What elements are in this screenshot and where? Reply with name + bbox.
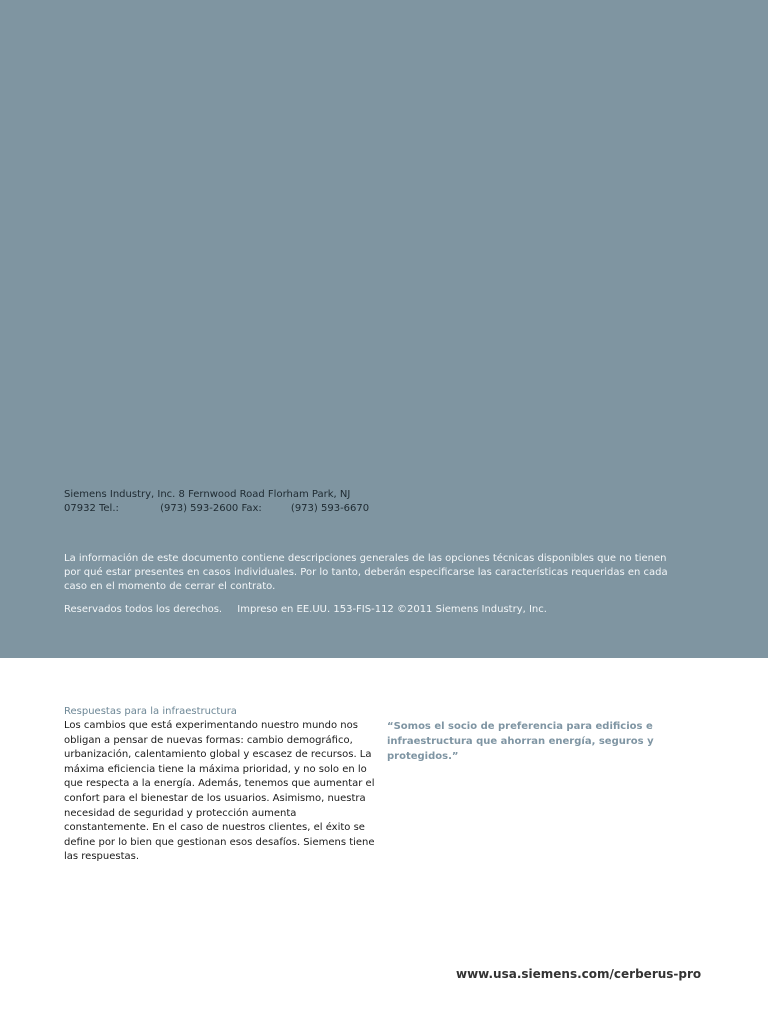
rights-reserved: Reservados todos los derechos. bbox=[64, 604, 223, 615]
fax-number: (973) 593-6670 bbox=[290, 503, 370, 514]
disclaimer-text: La información de este documento contiene descripciones generales de las opciones técnicas disponibles que no tienen por qué estar presentes en casos individuales. Por lo tanto, deberán especificarse las características requeridas en cada caso en el momento de cerrar el contrato. bbox=[64, 553, 668, 593]
zip-code: 07932 bbox=[64, 503, 96, 514]
website-url[interactable]: www.usa.siemens.com/cerberus-pro bbox=[456, 967, 702, 981]
address-line-2 bbox=[64, 502, 404, 516]
section-heading: Respuestas para la infraestructura bbox=[64, 706, 237, 717]
tel-number: (973) 593-2600 bbox=[160, 503, 239, 514]
section-body: Los cambios que está experimentando nuestro mundo nos obligan a pensar de nuevas formas: cambio demográfico, urbanización, calentamiento global y escasez de recursos. La máxima eficiencia tiene la máxima prioridad, y no solo en lo que respecta a la energía. Además, tenemos que aumentar el confort para el bienestar de los usuarios. Asimismo, nuestra necesidad de seguridad y protección aumenta constantemente. En el caso de nuestros clientes, el éxito se define por lo bien que gestionan esos desafíos. Siemens tiene las respuestas. bbox=[64, 720, 375, 863]
fax-label: Fax: bbox=[241, 503, 262, 514]
company-address bbox=[64, 488, 404, 516]
printed-info: Impreso en EE.UU. 153-FIS-112 ©2011 Siemens Industry, Inc. bbox=[237, 604, 547, 615]
tel-label: Tel.: bbox=[99, 503, 119, 514]
rights-line bbox=[64, 603, 684, 617]
address-line-1: Siemens Industry, Inc. 8 Fernwood Road Florham Park, NJ bbox=[64, 489, 351, 500]
pull-quote: “Somos el socio de preferencia para edificios e infraestructura que ahorran energía, seguros y protegidos.” bbox=[387, 721, 654, 762]
